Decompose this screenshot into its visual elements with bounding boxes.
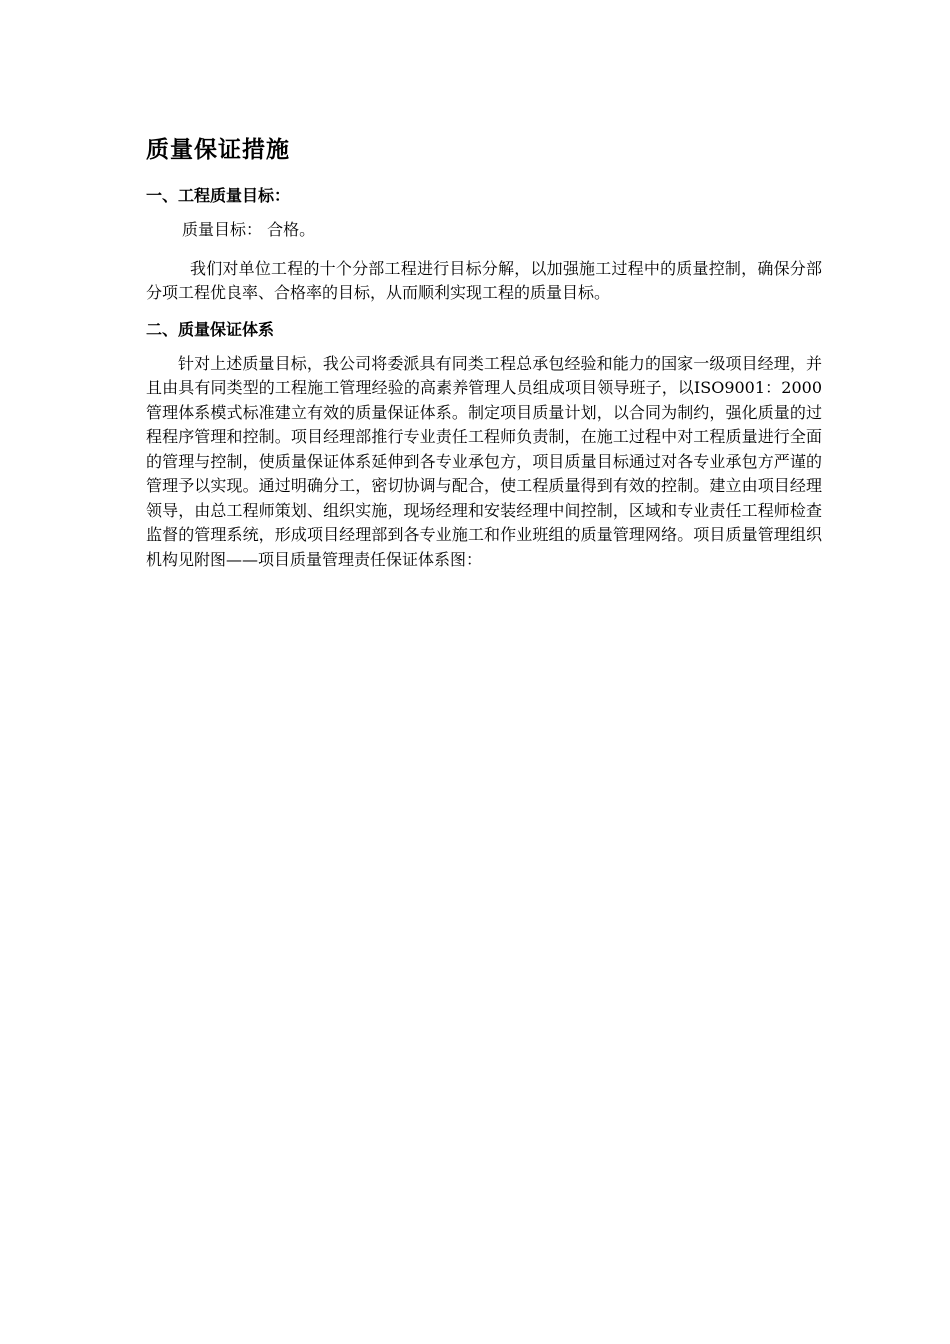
- document-body: [146, 134, 822, 572]
- quality-system-paragraph: 针对上述质量目标，我公司将委派具有同类工程总承包经验和能力的国家一级项目经理，并且由具有同类型的工程施工管理经验的高素养管理人员组成项目领导班子，以ISO9001：2000管理体系模式标准建立有效的质量保证体系。制定项目质量计划，以合同为制约，强化质量的过程程序管理和控制。项目经理部推行专业责任工程师负责制，在施工过程中对工程质量进行全面的管理与控制，使质量保证体系延伸到各专业承包方，项目质量目标通过对各专业承包方严谨的管理予以实现。通过明确分工，密切协调与配合，使工程质量得到有效的控制。建立由项目经理领导，由总工程师策划、组织实施，现场经理和安装经理中间控制，区域和专业责任工程师检查监督的管理系统，形成项目经理部到各专业施工和作业班组的质量管理网络。项目质量管理组织机构见附图——项目质量管理责任保证体系图：: [146, 353, 822, 569]
- quality-goal-line: 质量目标： 合格。: [182, 220, 316, 239]
- section-heading-quality-system: 二、质量保证体系: [146, 319, 275, 339]
- section-heading-quality-goal: 一、工程质量目标：: [146, 186, 291, 205]
- page-title: 质量保证措施: [146, 137, 290, 163]
- goal-analysis-paragraph: 我们对单位工程的十个分部工程进行目标分解，以加强施工过程中的质量控制，确保分部分项工程优良率、合格率的目标，从而顺利实现工程的质量目标。: [146, 258, 822, 302]
